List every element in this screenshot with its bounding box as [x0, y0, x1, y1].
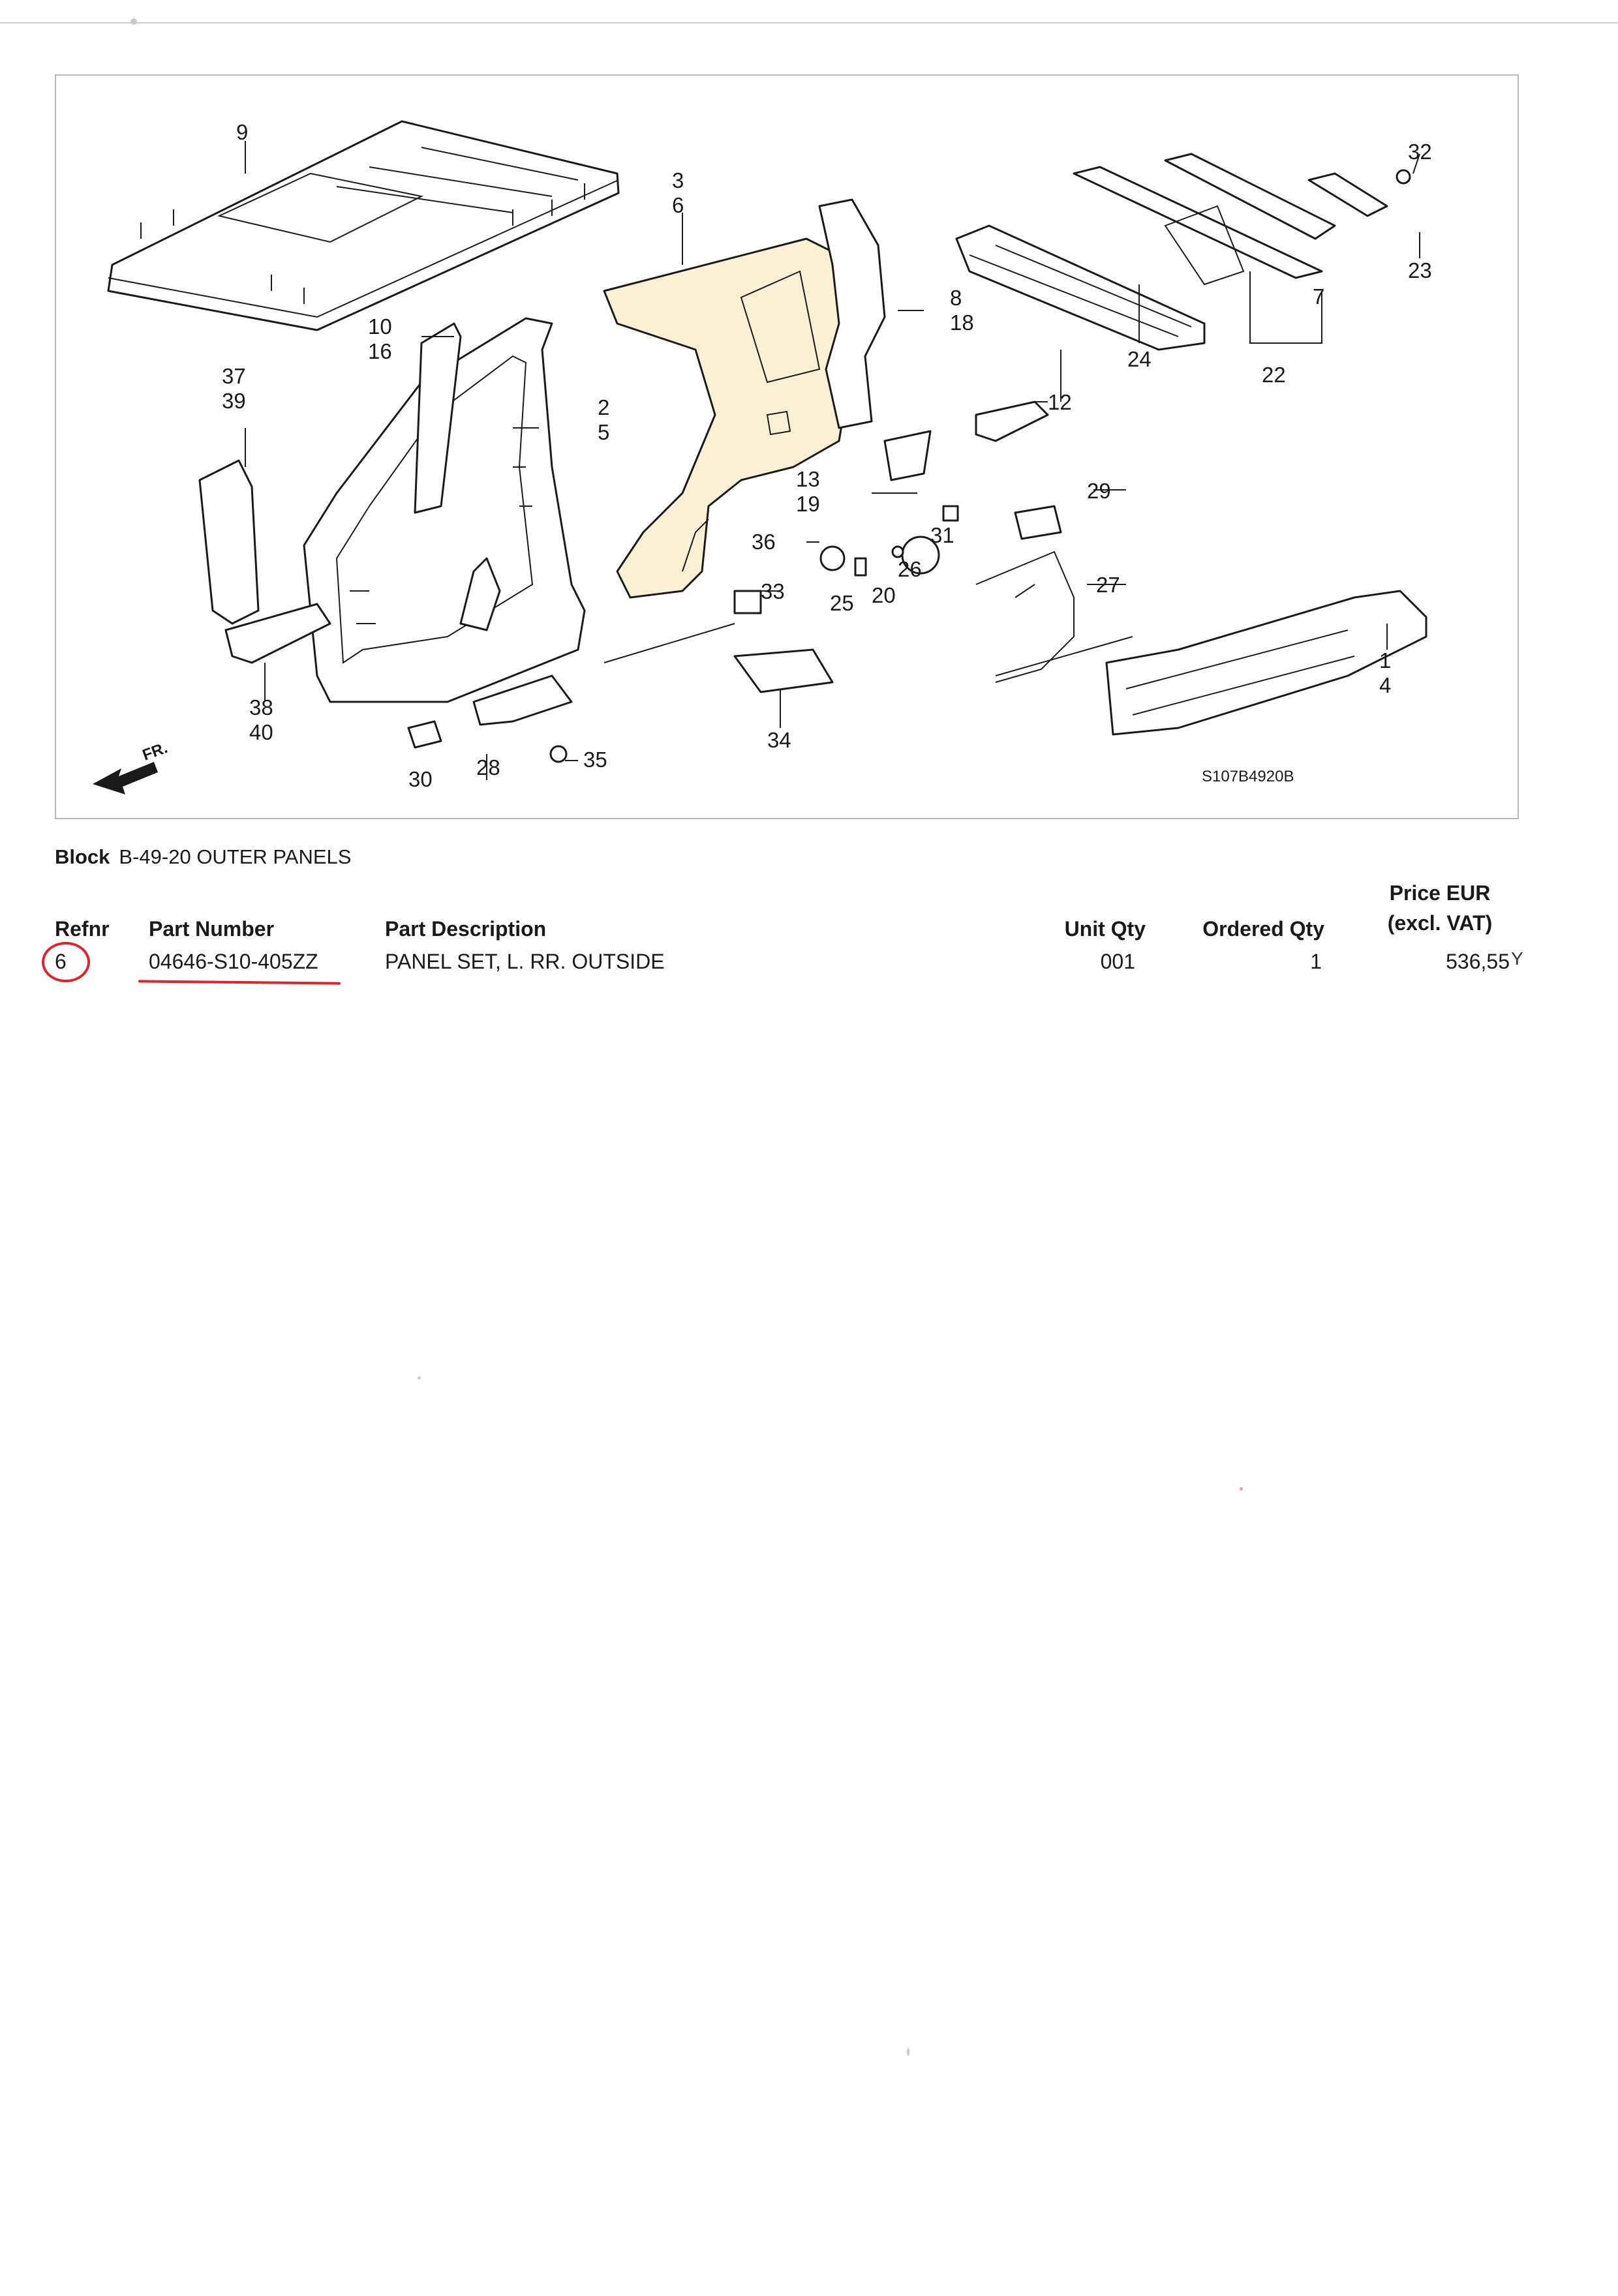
callout: 34 [767, 728, 791, 752]
part-25 [855, 558, 866, 575]
front-direction-arrow-icon [93, 739, 170, 794]
direction-label: FR. [140, 739, 170, 764]
callout: 5 [598, 420, 610, 444]
opener-cable-27 [976, 552, 1074, 682]
callout: 4 [1379, 673, 1392, 697]
scan-edge-line [0, 22, 1618, 23]
block-name: B-49-20 OUTER PANELS [119, 845, 352, 868]
callout: 39 [222, 389, 246, 413]
rear-frame-rail [956, 226, 1204, 350]
callout: 25 [830, 591, 854, 615]
callout: 27 [1096, 573, 1120, 597]
callout: 10 [368, 314, 392, 339]
part-13 [885, 431, 930, 480]
callout: 36 [752, 530, 776, 554]
callout: 35 [583, 748, 607, 772]
bracket-23 [1309, 174, 1387, 216]
header-price-line2: (excl. VAT) [1387, 911, 1493, 935]
header-price-line1: Price EUR [1389, 881, 1491, 905]
crossmember [1074, 154, 1335, 284]
side-sill [1107, 591, 1426, 734]
cell-price: 536,55 [1446, 950, 1510, 973]
callout: 30 [408, 767, 433, 791]
diagram-code: S107B4920B [1202, 768, 1294, 785]
rear-quarter-outer-panel [604, 239, 852, 597]
header-part-number: Part Number [149, 917, 275, 941]
price-tick-mark: Y [1511, 948, 1523, 969]
callout: 16 [368, 339, 392, 363]
callout: 8 [950, 286, 962, 310]
callout: 23 [1408, 258, 1432, 282]
header-part-description: Part Description [385, 917, 547, 941]
callout: 37 [222, 364, 246, 388]
part-32 [1397, 170, 1410, 183]
callout: 24 [1127, 347, 1152, 371]
part-30 [408, 721, 441, 748]
callout: 31 [930, 523, 954, 547]
callout: 40 [249, 720, 273, 744]
part-33 [735, 591, 761, 613]
callout: 32 [1408, 140, 1432, 164]
callout: 33 [761, 579, 785, 603]
part-29 [1015, 506, 1061, 539]
scan-speck [130, 18, 137, 25]
side-frame [304, 318, 585, 702]
part-31 [943, 506, 958, 521]
header-refnr: Refnr [55, 917, 110, 941]
cell-unit-qty: 001 [1100, 950, 1135, 973]
part-34 [735, 650, 832, 692]
cell-ordered-qty: 1 [1310, 950, 1322, 973]
callout: 18 [950, 310, 974, 335]
part-35 [551, 746, 566, 762]
callout: 1 [1379, 648, 1392, 672]
refnr-highlight-circle [42, 942, 90, 982]
part-26 [893, 547, 903, 557]
header-ordered-qty: Ordered Qty [1202, 917, 1324, 941]
cell-refnr: 6 [55, 950, 67, 973]
cell-part-number: 04646-S10-405ZZ [149, 950, 318, 973]
block-label: Block [55, 845, 110, 868]
callout: 3 [672, 168, 684, 192]
header-unit-qty: Unit Qty [1064, 917, 1146, 941]
scan-speck [907, 2048, 909, 2056]
callout: 29 [1087, 479, 1111, 503]
callout: 20 [872, 583, 896, 607]
callout: 2 [598, 395, 610, 419]
callout: 6 [672, 193, 684, 217]
scan-speck [1240, 1487, 1243, 1490]
callout: 13 [796, 467, 820, 491]
callout: 9 [236, 120, 249, 144]
exploded-view-drawing [56, 76, 1518, 818]
callout: 7 [1313, 284, 1325, 309]
part-12 [976, 402, 1048, 441]
callout: 19 [796, 492, 820, 516]
callout: 28 [476, 755, 500, 779]
header-price [1365, 878, 1515, 938]
callout: 38 [249, 695, 273, 719]
block-title [55, 845, 351, 869]
callout: 12 [1048, 390, 1072, 414]
part-36 [821, 547, 844, 570]
callout: 22 [1262, 363, 1286, 387]
parts-diagram [55, 74, 1519, 819]
callout: 26 [898, 557, 922, 581]
scan-speck [418, 1376, 421, 1380]
roof-panel [108, 121, 618, 330]
part-number-underline [138, 980, 341, 984]
cell-description: PANEL SET, L. RR. OUTSIDE [385, 950, 665, 973]
